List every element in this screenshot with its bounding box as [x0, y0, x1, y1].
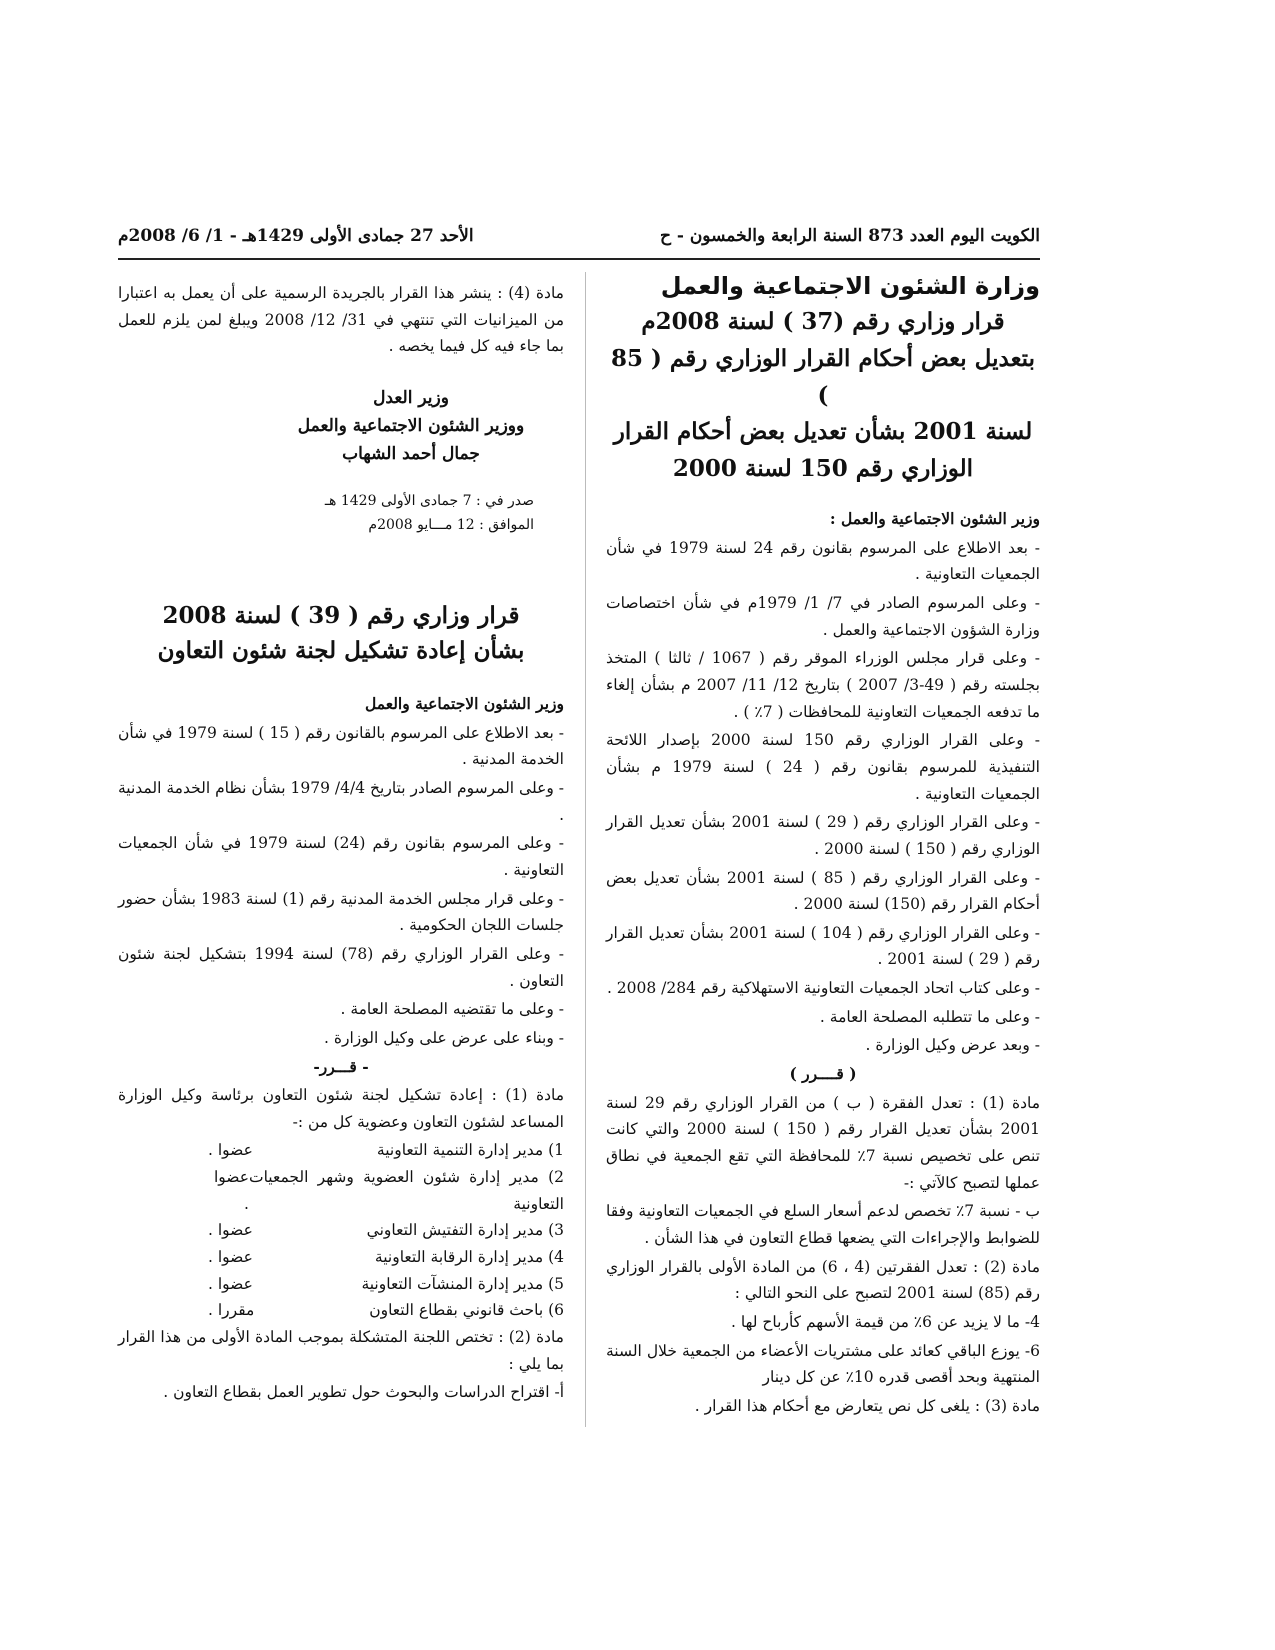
- member-name: 5) مدير إدارة المنشآت التعاونية: [361, 1274, 564, 1293]
- preamble-item: - وبعد عرض وكيل الوزارة .: [865, 1036, 1040, 1055]
- article-1: مادة (1) : تعدل الفقرة ( ب ) من القرار الوزاري رقم 29 لسنة 2001 بشأن تعديل القرار رقم ( 150 ) لسنة 2000 والتي كانت تنص على تخصيص نسبة 7٪ للمحافظة التي تقع الجمعية في نطاق عملها لتصبح كالآتي :-: [606, 1093, 1040, 1192]
- preamble-item: - وبناء على عرض على وكيل الوزارة .: [324, 1028, 564, 1047]
- article-2: مادة (2) : تختص اللجنة المتشكلة بموجب المادة الأولى من هذا القرار بما يلي :: [118, 1328, 564, 1373]
- preamble-item: - وعلى القرار الوزاري رقم ( 29 ) لسنة 2001 بشأن تعديل القرار الوزاري رقم ( 150 ) لسنة 2000 .: [606, 813, 1040, 858]
- preamble-item: - وعلى القرار الوزاري رقم ( 85 ) لسنة 2001 بشأن تعديل بعض أحكام القرار رقم (150) لسنة 2000 .: [606, 868, 1040, 914]
- article-3: مادة (3) : يلغى كل نص يتعارض مع أحكام هذا القرار .: [694, 1396, 1040, 1415]
- list-item: [118, 1297, 564, 1324]
- decree-39-title: [118, 598, 564, 669]
- decree-37-title: [606, 304, 1040, 488]
- decree-37-title-line: الوزاري رقم 150 لسنة 2000: [672, 455, 974, 483]
- header-issue-info: الكويت اليوم العدد 873 السنة الرابعة والخمسون - ح: [659, 226, 1040, 246]
- column-divider: [585, 272, 586, 1427]
- ministry-heading: وزارة الشئون الاجتماعية والعمل: [660, 272, 1040, 300]
- member-name: 3) مدير إدارة التفتيش التعاوني: [366, 1221, 564, 1240]
- member-role: عضوا .: [208, 1248, 253, 1267]
- header-rule: [118, 258, 1040, 260]
- decree-37-title-line: قرار وزاري رقم (37 ) لسنة 2008م: [641, 308, 1005, 335]
- list-item: [118, 1137, 564, 1164]
- signature-line: ووزير الشئون الاجتماعية والعمل: [297, 416, 525, 437]
- article-2: مادة (2) : تعدل الفقرتين (4 ، 6) من المادة الأولى بالقرار الوزاري رقم (85) لسنة 2001 لتصبح على النحو التالي :: [606, 1257, 1041, 1303]
- article-2-item-a: أ- اقتراح الدراسات والبحوث حول تطوير العمل بقطاع التعاون .: [163, 1383, 564, 1402]
- preamble-item: - وعلى القرار الوزاري رقم ( 104 ) لسنة 2001 بشأن تعديل القرار رقم ( 29 ) لسنة 2001 .: [606, 923, 1040, 969]
- preamble-item: - وعلى المرسوم بقانون رقم (24) لسنة 1979 في شأن الجمعيات التعاونية .: [118, 834, 564, 879]
- preamble-item: - وعلى قرار مجلس الوزراء الموقر رقم ( 1067 / ثالثا ) المتخذ بجلسته رقم ( 49-3/ 2007 ) بتاريخ 12/ 11/ 2007 م بشأن إلغاء ما تدفعه الجمعيات التعاونية للمحافظات ( 7٪ ) .: [606, 649, 1040, 721]
- signature-name: جمال أحمد الشهاب: [342, 444, 480, 465]
- member-name: 1) مدير إدارة التنمية التعاونية: [376, 1141, 564, 1160]
- preamble-item: - وعلى قرار مجلس الخدمة المدنية رقم (1) لسنة 1983 بشأن حضور جلسات اللجان الحكومية .: [118, 889, 564, 935]
- decree-37-title-line: لسنة 2001 بشأن تعديل بعض أحكام القرار: [613, 418, 1033, 446]
- article-1-item-b: ب - نسبة 7٪ تخصص لدعم أسعار السلع في الجمعيات التعاونية وفقا للضوابط والإجراءات التي يضعها قطاع التعاون في هذا الشأن .: [606, 1202, 1040, 1248]
- left-column: [118, 280, 564, 1408]
- preamble-item: - وعلى القرار الوزاري رقم 150 لسنة 2000 بإصدار اللائحة التنفيذية للمرسوم بقانون رقم ( 24 ) لسنة 1979 م بشأن الجمعيات التعاونية .: [606, 731, 1040, 803]
- header-date: الأحد 27 جمادى الأولى 1429هـ - 1/ 6/ 2008م: [118, 226, 474, 246]
- issued-date: صدر في : 7 جمادى الأولى 1429 هـ: [324, 493, 534, 510]
- member-name: 6) باحث قانوني بقطاع التعاون: [369, 1301, 564, 1320]
- right-column: [606, 272, 1040, 1422]
- member-role: عضوا .: [213, 1168, 249, 1213]
- list-item: [118, 1164, 564, 1217]
- decides-heading: - قـــرر-: [313, 1056, 369, 1076]
- member-role: عضوا .: [208, 1274, 253, 1293]
- decree-39-title-line: بشأن إعادة تشكيل لجنة شئون التعاون: [157, 637, 525, 665]
- article-2-item-4: 4- ما لا يزيد عن 6٪ من قيمة الأسهم كأرباح لها .: [731, 1313, 1040, 1332]
- article-2-item-6: 6- يوزع الباقي كعائد على مشتريات الأعضاء من الجمعية خلال السنة المنتهية وبحد أقصى قدره 10٪ عن كل دينار: [606, 1341, 1040, 1387]
- decides-heading: ( قــــرر ): [789, 1064, 857, 1084]
- preamble-item: - وعلى القرار الوزاري رقم (78) لسنة 1994 بتشكيل لجنة شئون التعاون .: [118, 944, 564, 990]
- signature-block: [118, 384, 564, 468]
- signature-line: وزير العدل: [373, 387, 449, 408]
- member-name: 2) مدير إدارة شئون العضوية وشهر الجمعيات التعاونية: [248, 1168, 564, 1213]
- list-item: [118, 1244, 564, 1271]
- preamble-item: - بعد الاطلاع على المرسوم بقانون رقم 24 لسنة 1979 في شأن الجمعيات التعاونية .: [606, 538, 1040, 584]
- preamble-item: - وعلى ما تتطلبه المصلحة العامة .: [819, 1007, 1040, 1026]
- article-1: مادة (1) : إعادة تشكيل لجنة شئون التعاون برئاسة وكيل الوزارة المساعد لشئون التعاون وعضوية كل من :-: [118, 1086, 564, 1131]
- member-role: مقررا .: [208, 1301, 255, 1320]
- member-role: عضوا .: [208, 1221, 253, 1240]
- member-name: 4) مدير إدارة الرقابة التعاونية: [374, 1248, 564, 1267]
- decree-39-title-line: قرار وزاري رقم ( 39 ) لسنة 2008: [162, 601, 520, 629]
- minister-line: وزير الشئون الاجتماعية والعمل :: [829, 508, 1040, 528]
- decree-37-title-line: بتعديل بعض أحكام القرار الوزاري رقم ( 85 ): [610, 344, 1036, 409]
- article-4: مادة (4) : ينشر هذا القرار بالجريدة الرسمية على أن يعمل به اعتبارا من الميزانيات التي تنتهي في 31/ 12/ 2008 ويبلغ لمن يلزم للعمل بما جاء فيه كل فيما يخصه .: [118, 284, 564, 356]
- preamble-item: - وعلى ما تقتضيه المصلحة العامة .: [340, 1000, 564, 1019]
- member-role: عضوا .: [208, 1141, 253, 1160]
- list-item: [118, 1271, 564, 1298]
- preamble-item: - بعد الاطلاع على المرسوم بالقانون رقم ( 15 ) لسنة 1979 في شأن الخدمة المدنية .: [118, 723, 565, 769]
- list-item: [118, 1217, 564, 1244]
- page-header: [118, 226, 1040, 256]
- issued-date-gregorian: الموافق : 12 مـــايو 2008م: [368, 516, 534, 533]
- minister-line: وزير الشئون الاجتماعية والعمل: [365, 693, 564, 713]
- preamble-item: - وعلى المرسوم الصادر في 7/ 1/ 1979م في شأن اختصاصات وزارة الشؤون الاجتماعية والعمل .: [606, 593, 1041, 639]
- committee-members-list: [118, 1137, 564, 1324]
- preamble-item: - وعلى كتاب اتحاد الجمعيات التعاونية الاستهلاكية رقم 284/ 2008 .: [606, 979, 1040, 998]
- preamble-item: - وعلى المرسوم الصادر بتاريخ 4/4/ 1979 بشأن نظام الخدمة المدنية .: [118, 778, 564, 824]
